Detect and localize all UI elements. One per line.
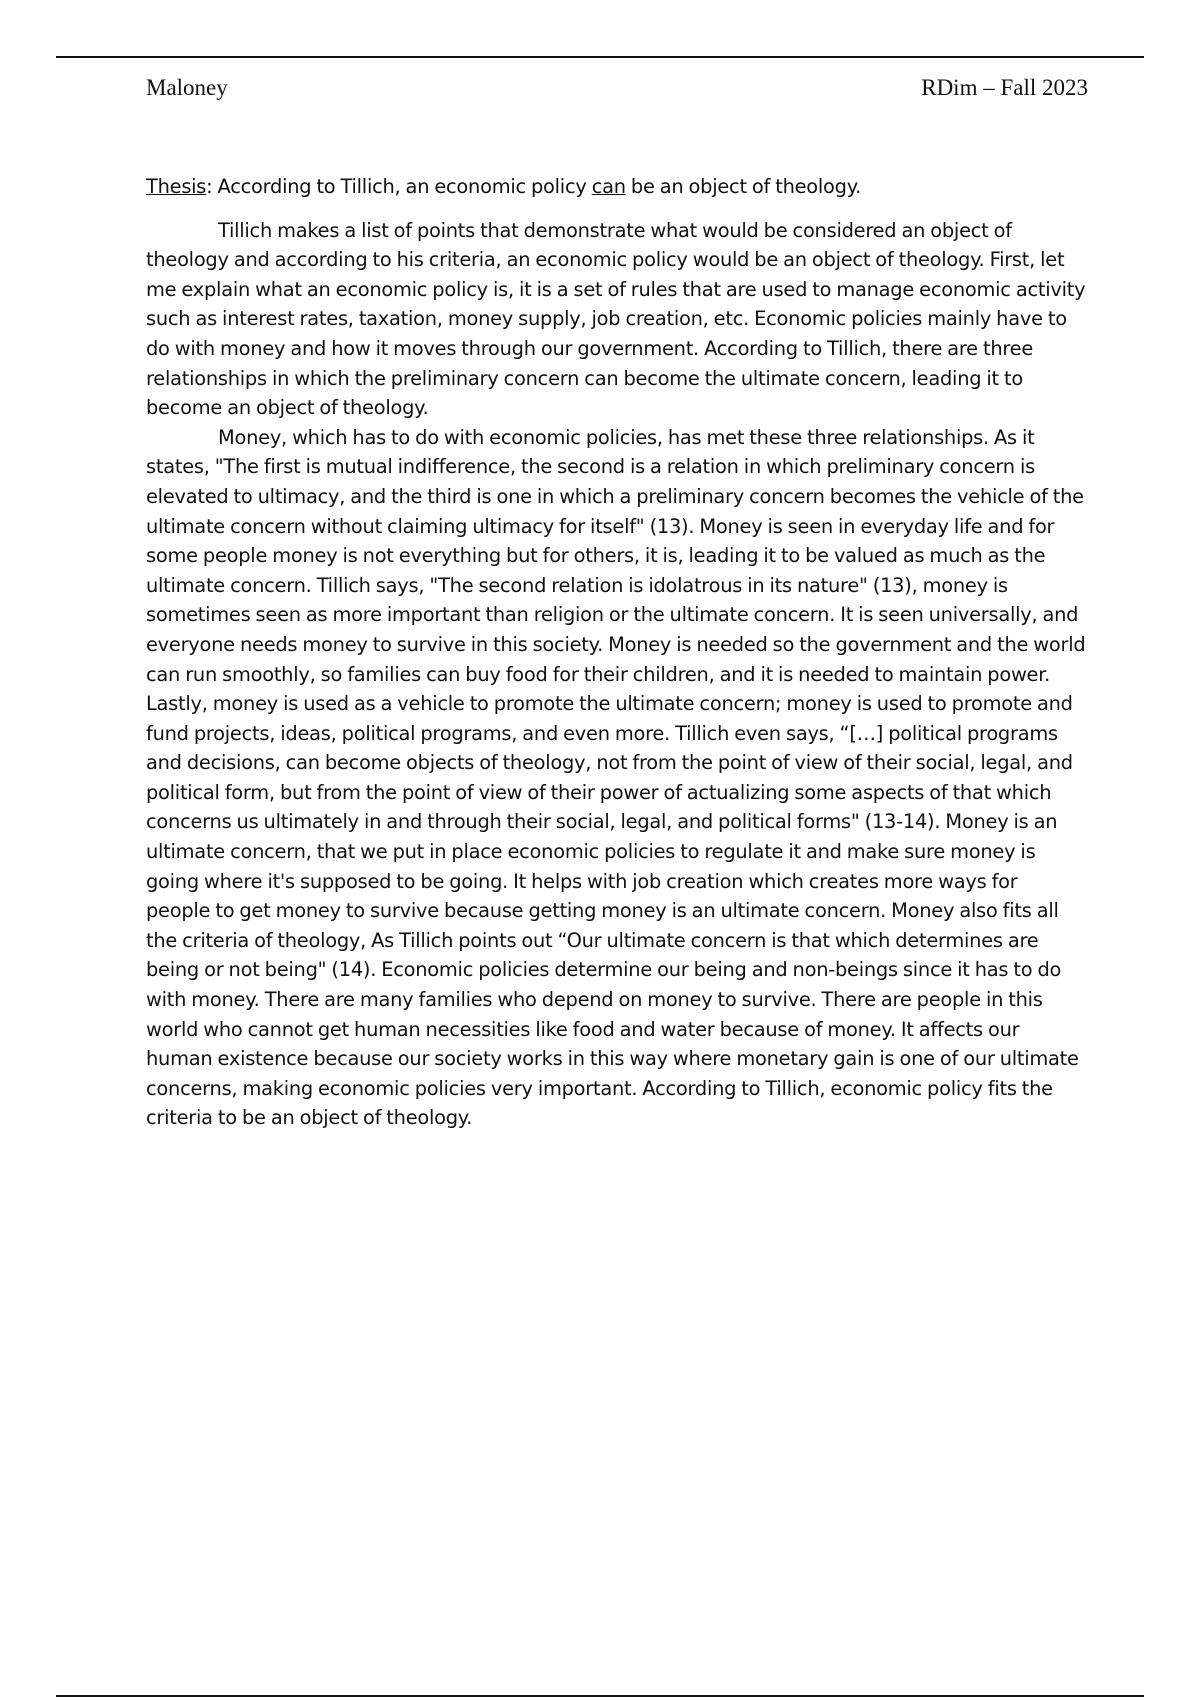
thesis-text-before: : According to Tillich, an economic policy — [206, 175, 592, 198]
thesis-statement — [146, 172, 1086, 202]
footer-rule — [56, 1695, 1144, 1697]
thesis-text-after: be an object of theology. — [625, 175, 862, 198]
paragraph-1: Tillich makes a list of points that demonstrate what would be considered an object of theology and according to his criteria, an economic policy would be an object of theology. First, let me explain what an economic policy is, it is a set of rules that are used to manage economic activity such as interest rates, taxation, money supply, job creation, etc. Economic policies mainly have to do with money and how it moves through our government. According to Tillich, there are three relationships in which the preliminary concern can become the ultimate concern, leading it to become an object of theology. — [146, 218, 1086, 420]
thesis-emphasis: can — [591, 175, 626, 198]
document-body — [146, 172, 1086, 1133]
header-rule — [56, 56, 1144, 58]
header-author: Maloney — [146, 75, 228, 100]
page-header — [146, 72, 1088, 104]
thesis-label: Thesis — [146, 175, 207, 198]
header-course: RDim – Fall 2023 — [921, 75, 1088, 100]
paragraph-2: Money, which has to do with economic policies, has met these three relationships. As it states, "The first is mutual indifference, the second is a relation in which preliminary concern is elevated to ultimacy, and the third is one in which a preliminary concern becomes the vehicle of the ultimate concern without claiming ultimacy for itself" (13). Money is seen in everyday life and for some people money is not everything but for others, it is, leading it to be valued as much as the ultimate concern. Tillich says, "The second relation is idolatrous in its nature" (13), money is sometimes seen as more important than religion or the ultimate concern. It is seen universally, and everyone needs money to survive in this society. Money is needed so the government and the world can run smoothly, so families can buy food for their children, and it is needed to maintain power. Lastly, money is used as a vehicle to promote the ultimate concern; money is used to promote and fund projects, ideas, political programs, and even more. Tillich even says, “[…] political programs and decisions, can become objects of theology, not from the point of view of their social, legal, and political form, but from the point of view of their power of actualizing some aspects of that which concerns us ultimately in and through their social, legal, and political forms" (13-14). Money is an ultimate concern, that we put in place economic policies to regulate it and make sure money is going where it's supposed to be going. It helps with job creation which creates more ways for people to get money to survive because getting money is an ultimate concern. Money also fits all the criteria of theology, As Tillich points out “Our ultimate concern is that which determines are being or not being" (14). Economic policies determine our being and non-beings since it has to do with money. There are many families who depend on money to survive. There are people in this world who cannot get human necessities like food and water because of money. It affects our human existence because our society works in this way where monetary gain is one of our ultimate concerns, making economic policies very important. According to Tillich, economic policy fits the criteria to be an object of theology. — [146, 425, 1086, 1130]
